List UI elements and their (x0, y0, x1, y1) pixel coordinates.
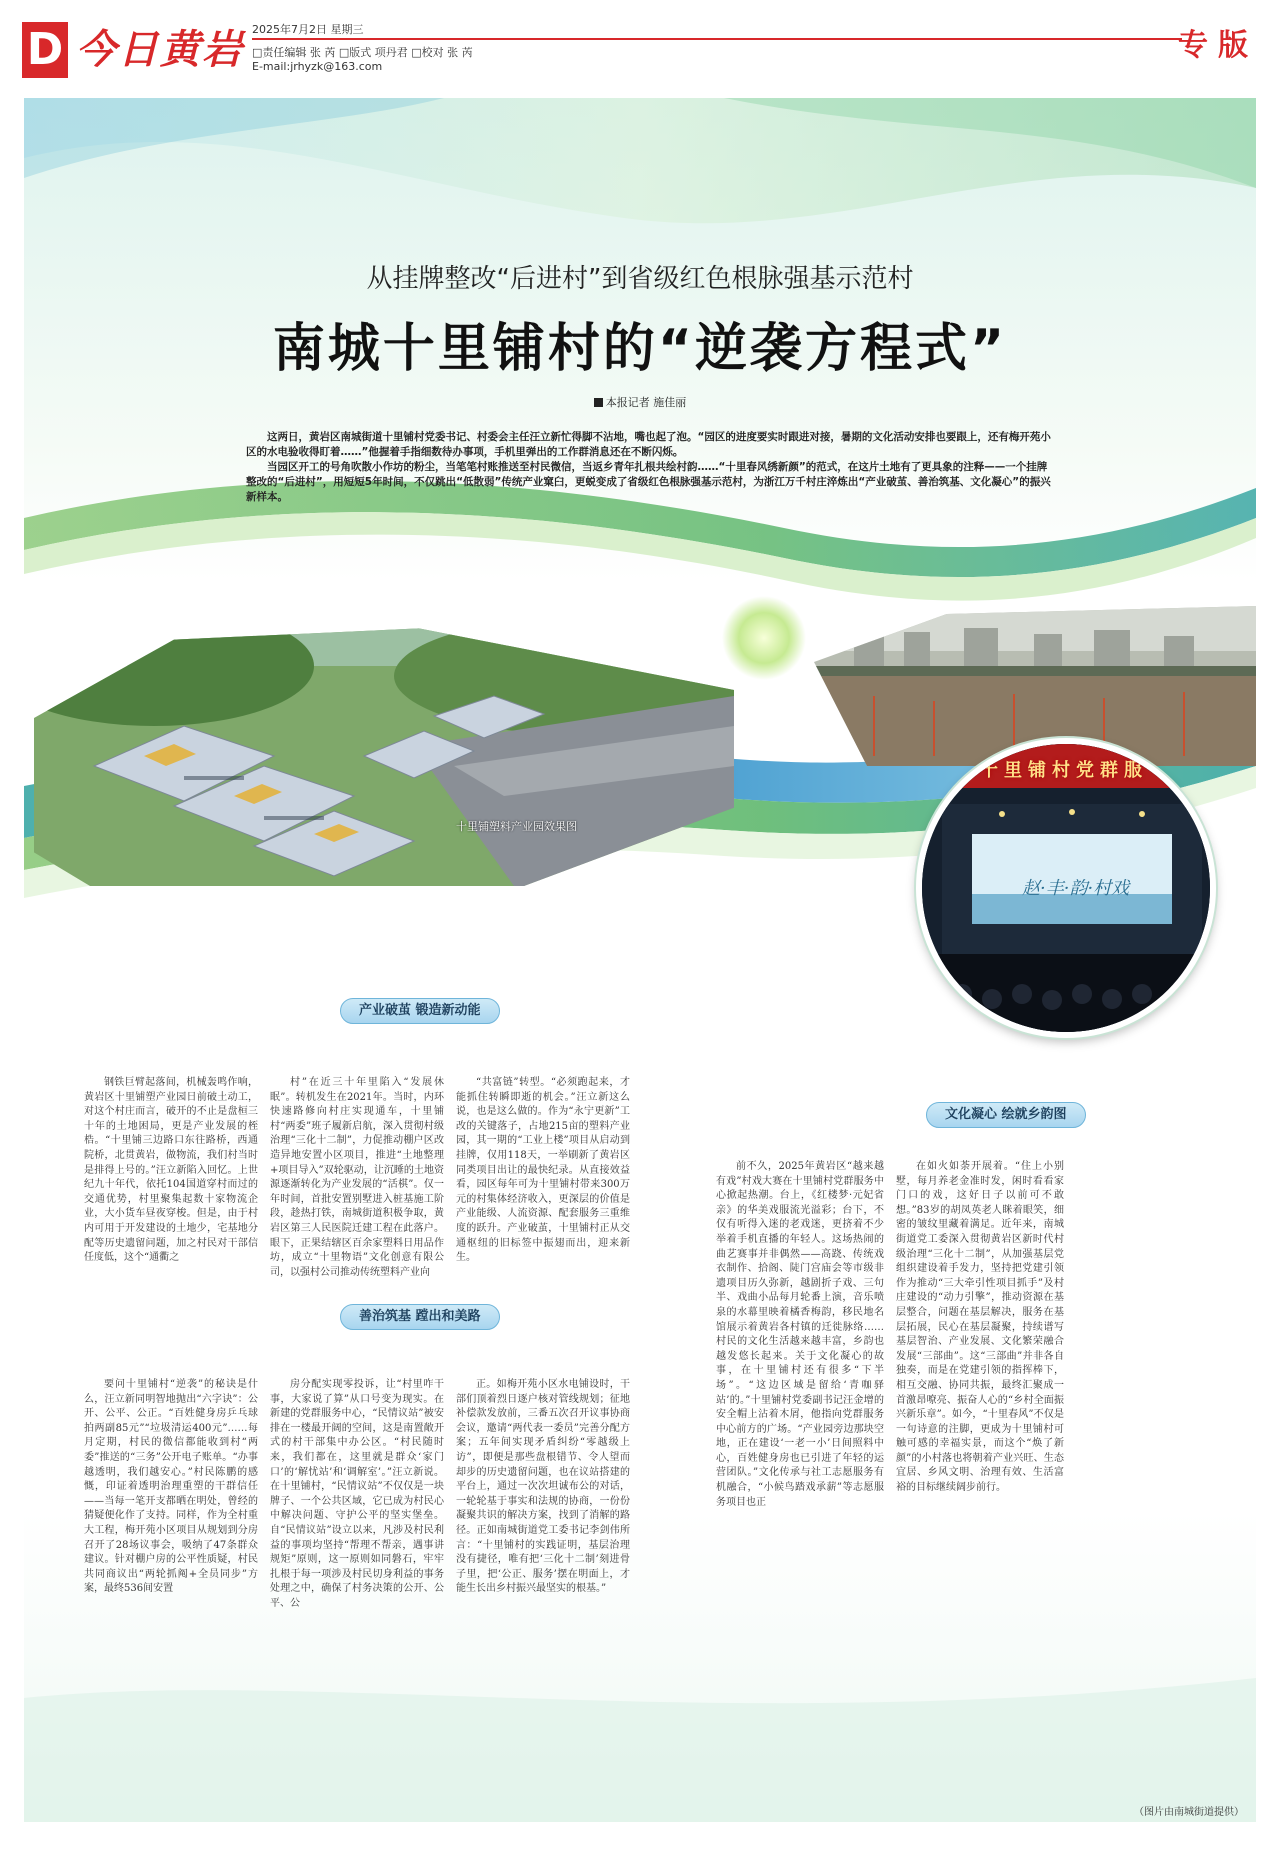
body-paragraph: 钢铁巨臂起落间，机械轰鸣作响，黄岩区十里铺塑产业园日前破土动工，对这个村庄而言，破开的不止是盘桓三十年的土地困局，更是产业发展的桎梏。“十里铺三边路口东往路桥，西通院桥，北贯黄岩，做物流，我们村当时是排得上号的。”汪立新陷入回忆。上世纪九十年代，依托104国道穿村而过的交通优势，村里聚集起数十家物流企业，大小货车昼夜穿梭。但是，由于村内可用于开发建设的土地少，宅基地分配等历史遗留问题，加之村民对干部信任度低，这个“通衢之 (84, 1077, 258, 1264)
section-title-governance: 善治筑基 蹚出和美路 (340, 1304, 500, 1330)
village-opera-stage-photo (916, 738, 1216, 1038)
body-paragraph: 村”在近三十年里陷入“发展休眠”。转机发生在2021年。当时，内环快速路修向村庄实现通车，十里铺村“两委”班子履新启航，深入贯彻村级治理“三化十二制”，力促推动棚户区改造异地安置小区项目，推进“土地整理+项目导入”双轮驱动，让沉睡的土地资源逐渐转化为产业发展的“活棋”。仅一年时间，首批安置别墅进入桩基施工阶段，趁热打铁，南城街道积极争取，黄岩区第三人民医院迁建工程在此落户。眼下，正果结辖区百余家塑料日用品作坊，成立“十里物语”文化创意有限公司，以强村公司推动传统塑料产业向 (270, 1077, 444, 1278)
byline-text: 本报记者 施佳丽 (605, 396, 687, 409)
lede-paragraph: 当园区开工的号角吹散小作坊的粉尘，当笔笔村账推送至村民微信，当返乡青年扎根共绘村韵……“十里春风绣新颜”的范式，在这片土地有了更具象的注释——一个挂牌整改的“后进村”，用短短5年时间，不仅跳出“低散弱”传统产业窠臼，更蜕变成了省级红色根脉强基示范村，为浙江万千村庄淬炼出“产业破茧、善治筑基、文化凝心”的振兴新样本。 (246, 461, 1051, 503)
feature-panel (24, 98, 1256, 1822)
body-column (84, 1378, 258, 1644)
body-paragraph: 正。如梅开苑小区水电铺设时，干部们顶着烈日逐户核对管线规划；征地补偿款发放前，三番五次召开议事协商会议，邀请“两代表一委员”完善分配方案；五年间实现矛盾纠纷“零越级上访”，即便是那些盘根错节、令人望而却步的历史遗留问题，也在议站搭建的平台上，通过一次次坦诚布公的对话，一轮轮基于事实和法规的协商，一份份凝聚共识的解决方案，找到了消解的路径。正如南城街道党工委书记李剑伟所言：“十里铺村的实践证明，基层治理没有捷径，唯有把‘三化十二制’刻进骨子里，把‘公正、服务’摆在明面上，才能生长出乡村振兴最坚实的根基。” (456, 1379, 630, 1595)
article-headline: 南城十里铺村的“逆袭方程式” (272, 319, 1008, 379)
masthead-divider (252, 38, 1182, 40)
editor-email: E-mail:jrhyzk@163.com (252, 60, 383, 73)
section-label: 专版 (1178, 28, 1258, 63)
body-column (896, 1160, 1064, 1646)
newspaper-logo-letter: D (22, 22, 68, 78)
photo-credit: （图片由南城街道提供） (1134, 1807, 1244, 1818)
body-column (456, 1378, 630, 1644)
body-column (270, 1076, 444, 1286)
byline-square-icon (594, 398, 603, 407)
body-column (84, 1076, 258, 1286)
body-paragraph: 在如火如荼开展着。“住上小别墅，每月养老金准时发，闲时看看家门口的戏，这好日子以前可不敢想。”83岁的胡凤英老人眯着眼笑，细密的皱纹里藏着满足。近年来，南城街道党工委深入贯彻黄岩区新时代村级治理“三化十二制”，从加强基层党组织建设着手发力，坚持把党建引领作为推动“三大牵引性项目抓手”及村庄建设的“动力引擎”，推动资源在基层整合，问题在基层解决，服务在基层拓展，民心在基层凝聚，持续谱写基层智治、产业发展、文化繁荣融合发展“三部曲”。这“三部曲”并非各自独奏，而是在党建引领的指挥棒下，相互交融、协同共振，最终汇聚成一首激昂嘹亮、振奋人心的“乡村全面振兴新乐章”。如今，“十里春风”不仅是一句诗意的注脚，更成为十里铺村可触可感的幸福实景，而这个“焕了新颜”的小村落也将朝着产业兴旺、生态宜居、乡风文明、治理有效、生活富裕的目标继续阔步前行。 (896, 1161, 1064, 1494)
article-lede (246, 430, 1054, 505)
body-paragraph: 房分配实现零投诉，让“村里咋干事，大家说了算”从口号变为现实。在新建的党群服务中心，“民情议站”被安排在一楼最开阔的空间，这是南置敞开式的村干部集中办公区。“村民随时来，我们都在，这里就是群众‘家门口’的‘解忧站’和‘调解室’。”汪立新说。在十里铺村，“民情议站”不仅仅是一块牌子、一个公共区域，它已成为村民心中解决问题、守护公平的坚实堡垒。自“民情议站”设立以来，凡涉及村民利益的事项均坚持“帮理不帮亲，遇事讲规矩”原则，这一原则如同磐石，牢牢扎根于每一项涉及村民切身利益的事务处理之中，确保了村务决策的公开、公平、公 (270, 1379, 444, 1609)
newspaper-name: 今日黄岩 (76, 26, 244, 73)
masthead (0, 0, 1280, 84)
body-paragraph: “共富链”转型。“必须跑起来，才能抓住转瞬即逝的机会。”汪立新这么说，也是这么做的。作为“永宁更新”工改的关键落子，占地215亩的塑料产业园，其一期的“工业上楼”项目从启动到挂牌，仅用118天，一举刷新了黄岩区同类项目出让的最快纪录。从直接效益看，园区每年可为十里铺村带来300万元的村集体经济收入，更深层的价值是产业能级、人流资源、配套服务三重维度的跃升。产业破茧，十里铺村正从交通枢纽的旧标签中振翅而出，迎来新生。 (456, 1077, 630, 1264)
photo-caption: 十里铺塑料产业园效果图 (456, 820, 577, 833)
stage-banner-text: 十里铺村党群服 (980, 760, 1148, 781)
issue-date: 2025年7月2日 星期三 (252, 23, 364, 36)
body-paragraph: 要问十里铺村“逆袭”的秘诀是什么，汪立新同明智地抛出“六字诀”：公开、公平、公正。“百姓健身房乒乓球拍两副85元”“垃圾清运400元”……每月定期，村民的微信都能收到村“两委”推送的“三务”公开电子账单。“办事越透明，我们越安心。”村民陈鹏的感慨，印证着透明治理重塑的干群信任——当每一笔开支都晒在明处，曾经的猜疑便化作了支持。同样，作为全村重大工程，梅开苑小区项目从规划到分房召开了28场议事会，吸纳了47条群众建议。针对棚户房的公平性质疑，村民共同商议出“两轮抓阄+全员同步”方案，最终536间安置 (84, 1379, 258, 1595)
lede-paragraph: 这两日，黄岩区南城街道十里铺村党委书记、村委会主任汪立新忙得脚不沾地，嘴也起了泡。“园区的进度要实时跟进对接，暑期的文化活动安排也要跟上，还有梅开苑小区的水电验收得盯着……”他握着手指细数待办事项，手机里弹出的工作群消息还在不断闪烁。 (246, 431, 1051, 458)
stage-screen-text: 赵·丰·韵·村戏 (1022, 878, 1130, 899)
editor-credits: □责任编辑 张 芮 □版式 项丹君 □校对 张 芮 (252, 46, 473, 59)
section-title-industry: 产业破茧 锻造新动能 (340, 998, 500, 1024)
body-paragraph: 前不久，2025年黄岩区“越来越有戏”村戏大赛在十里铺村党群服务中心掀起热潮。台上，《红楼梦·元妃省亲》的华美戏服流光溢彩；台下，不仅有听得入迷的老戏迷，更挤着不少举着手机直播的年轻人。这场热闹的曲艺赛事并非偶然——高跷、传统戏衣制作、拾阁、陡门宫庙会等市级非遗项目历久弥新，越剧折子戏、三句半、戏曲小品每月轮番上演，音乐喷泉的水幕里映着橘香梅韵，移民地名馆展示着黄岩各村镇的迁徙脉络……村民的文化生活越来越丰富，乡韵也越发悠长起来。关于文化凝心的故事，在十里铺村还有很多“下半场”。“这边区域是留给‘青咖驿站’的。”十里铺村党委副书记汪金增的安全帽上沾着木屑，他指向党群服务中心前方的广场。“产业园旁边那块空地，正在建设‘一老一小’日间照料中心，百姓健身房也已引进了年轻的运营团队。”文化传承与社工志愿服务有机融合，“小候鸟踏戏承薪”等志愿服务项目也正 (716, 1161, 884, 1508)
section-title-culture: 文化凝心 绘就乡韵图 (926, 1102, 1086, 1128)
body-column (456, 1076, 630, 1286)
article-byline (24, 394, 1256, 410)
body-column (716, 1160, 884, 1646)
article-subheadline: 从挂牌整改“后进村”到省级红色根脉强基示范村 (366, 264, 914, 294)
body-column (270, 1378, 444, 1644)
